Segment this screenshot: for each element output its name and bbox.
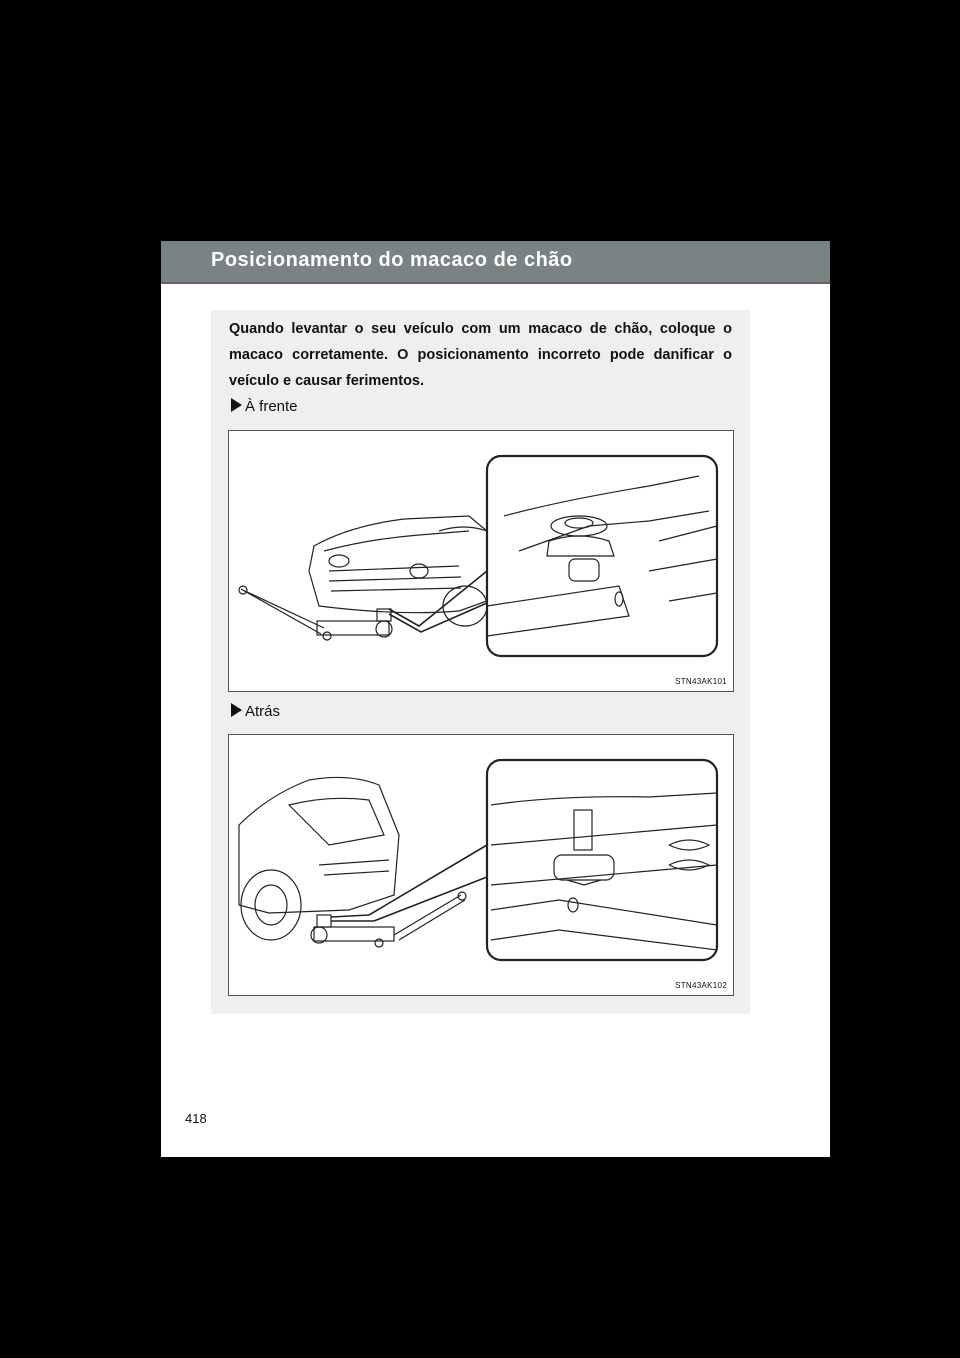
figure-front-jack-point	[228, 430, 734, 692]
front-illustration	[229, 431, 733, 691]
page-number: 418	[185, 1111, 207, 1126]
rear-illustration	[229, 735, 733, 995]
figure-code: STN43AK102	[675, 981, 727, 990]
section-front-heading	[231, 398, 298, 415]
section-rear-heading	[231, 703, 280, 720]
intro-paragraph: Quando levantar o seu veículo com um macaco de chão, coloque o macaco corretamente. O posicionamento incorreto pode danificar o veículo e causar ferimentos.	[229, 321, 732, 389]
figure-rear-jack-point	[228, 734, 734, 996]
section-rear-label: Atrás	[245, 703, 281, 720]
section-front-label: À frente	[245, 398, 298, 415]
figure-code: STN43AK101	[675, 677, 727, 686]
triangle-bullet-icon	[231, 398, 242, 412]
section-header	[161, 241, 830, 284]
triangle-bullet-icon	[231, 703, 242, 717]
page-title: Posicionamento do macaco de chão	[211, 249, 573, 271]
